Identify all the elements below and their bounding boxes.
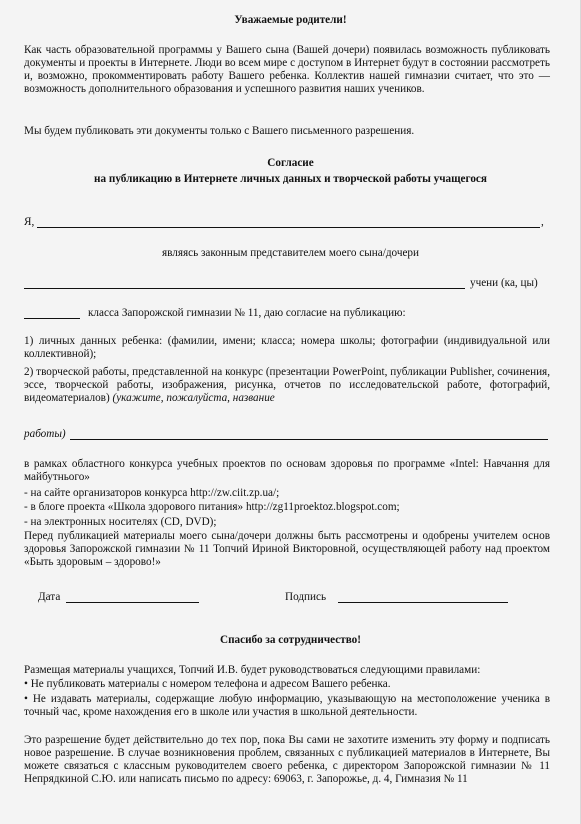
- date-label: Дата: [38, 591, 61, 603]
- intro-paragraph: Как часть образовательной программы у Вашего сына (Вашей дочери) появилась возможность публиковать документы и проекты в Интернете. Люди во всем мире с доступом в Интернет будут в состоянии рассмотреть и, возможно, прокомментировать работу Вашего ребенка. Коллектив нашей гимназии считает, что это — возможность дополнительного образования и успешного развития наших учеников.: [24, 44, 550, 95]
- consent-item-creative-work: [24, 366, 550, 405]
- consent-title: Согласие: [267, 157, 314, 169]
- rule-no-location: • Не издавать материалы, содержащие любую информацию, указывающую на местоположение ученика в точный час, кроме нахождения его в школе или участия в школьной деятельности.: [24, 693, 550, 718]
- greeting-heading: Уважаемые родители!: [234, 14, 347, 26]
- rules-intro: Размещая материалы учащихся, Топчий И.В. будет руководствоваться следующими правилами:: [24, 664, 481, 676]
- representative-text: являясь законным представителем моего сына/дочери: [161, 247, 420, 259]
- student-suffix: учени (ка, цы): [470, 277, 538, 289]
- parent-name-line[interactable]: [37, 227, 540, 228]
- closing-paragraph: Это разрешение будет действительно до тех пор, пока Вы сами не захотите изменить эту форму и подписать новое разрешение. В случае возникновения проблем, связанных с публикацией материалов в Интернете, Вы можете связаться с классным руководителем своего ребенка, с директором Запорожской гимназии № 11 Непрядкиной С.Ю. или написать письмо по адресу: 69063, г. Запорожье, д. 4, Гимназия № 11: [24, 734, 550, 785]
- signature-label: Подпись: [285, 591, 327, 603]
- student-name-line[interactable]: [24, 288, 465, 289]
- i-label: Я,: [24, 216, 35, 228]
- review-text: Перед публикацией материалы моего сына/дочери должны быть рассмотрены и одобрены учителем основ здоровья Запорожской гимназии № 11 Топчий Ириной Викторовной, осуществляющей работу над проектом «Быть здоровым – здорово!»: [24, 530, 550, 568]
- contest-text: в рамках областного конкурса учебных проектов по основам здоровья по программе «Intel: Навчання для майбутнього»: [24, 458, 550, 483]
- i-line-comma: ,: [541, 216, 544, 228]
- contest-site: - на сайте организаторов конкурса http://zw.ciit.zp.ua/;: [24, 487, 280, 499]
- rule-no-contacts: • Не публиковать материалы с номером телефона и адресом Вашего ребенка.: [24, 678, 391, 690]
- work-title-label: работы): [24, 428, 66, 440]
- consent-item-personal-data: 1) личных данных ребенка: (фамилии, имени; класса; номера школы; фотографии (индивидуальной или коллективной);: [24, 335, 550, 360]
- work-title-line[interactable]: [70, 439, 548, 440]
- creative-work-text: 2) творческой работы, представленной на конкурс (презентации PowerPoint, публикации Publisher, сочинения, эссе, творческой работы, изображения, рисунка, отчетов по исследовательской работе, фотографий, видеоматериалов): [24, 366, 550, 404]
- electronic-media: - на электронных носителях (CD, DVD);: [24, 516, 217, 528]
- thanks-heading: Спасибо за сотрудничество!: [220, 634, 361, 646]
- permission-paragraph: Мы будем публиковать эти документы только с Вашего письменного разрешения.: [24, 125, 415, 137]
- project-blog: - в блоге проекта «Школа здорового питания» http://zg11proektoz.blogspot.com;: [24, 501, 400, 513]
- creative-work-hint: (укажите, пожалуйста, название: [112, 392, 275, 404]
- consent-subtitle: на публикацию в Интернете личных данных и творческой работы учащегося: [94, 173, 487, 185]
- signature-line[interactable]: [338, 602, 508, 603]
- date-line[interactable]: [66, 602, 199, 603]
- class-text: класса Запорожской гимназии № 11, даю согласие на публикацию:: [88, 307, 406, 319]
- class-number-line[interactable]: [24, 318, 80, 319]
